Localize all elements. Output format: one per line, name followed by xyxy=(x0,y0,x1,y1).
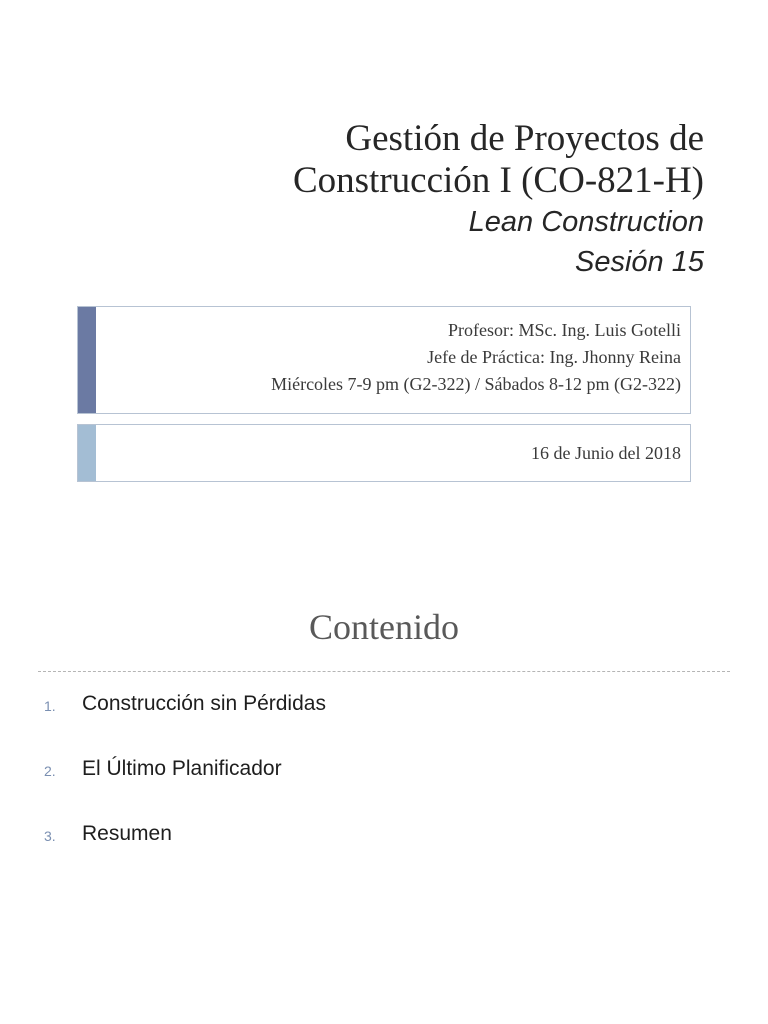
course-title-line-2: Construcción I (CO-821-H) xyxy=(292,160,704,201)
agenda-item xyxy=(0,818,768,883)
agenda-item-number: 2. xyxy=(44,763,56,779)
accent-bar-dark xyxy=(78,307,96,413)
title-block xyxy=(64,118,704,282)
title-divider xyxy=(38,671,730,672)
course-title-line-1: Gestión de Proyectos de xyxy=(345,118,704,159)
date-box xyxy=(77,424,691,482)
professor-line: Profesor: MSc. Ing. Luis Gotelli xyxy=(448,320,681,340)
accent-bar-light xyxy=(78,425,96,481)
agenda-item-number: 3. xyxy=(44,828,56,844)
instructor-info-box xyxy=(77,306,691,414)
instructor-info-lines xyxy=(271,317,681,398)
schedule-line: Miércoles 7-9 pm (G2-322) / Sábados 8-12 pm (G2-322) xyxy=(271,374,681,394)
agenda-item xyxy=(0,688,768,753)
contents-title: Contenido xyxy=(309,607,459,647)
agenda-item-number: 1. xyxy=(44,698,56,714)
agenda-item-label: Construcción sin Pérdidas xyxy=(82,692,326,715)
contents-slide xyxy=(0,540,768,1024)
agenda-item-label: Resumen xyxy=(82,822,172,845)
agenda-list xyxy=(0,688,768,883)
agenda-item-label: El Último Planificador xyxy=(82,757,282,780)
session-subtitle: Sesión 15 xyxy=(575,246,704,278)
topic-subtitle: Lean Construction xyxy=(468,206,704,238)
date-line: 16 de Junio del 2018 xyxy=(531,443,681,463)
agenda-item xyxy=(0,753,768,818)
practice-lead-line: Jefe de Práctica: Ing. Jhonny Reina xyxy=(427,347,681,367)
